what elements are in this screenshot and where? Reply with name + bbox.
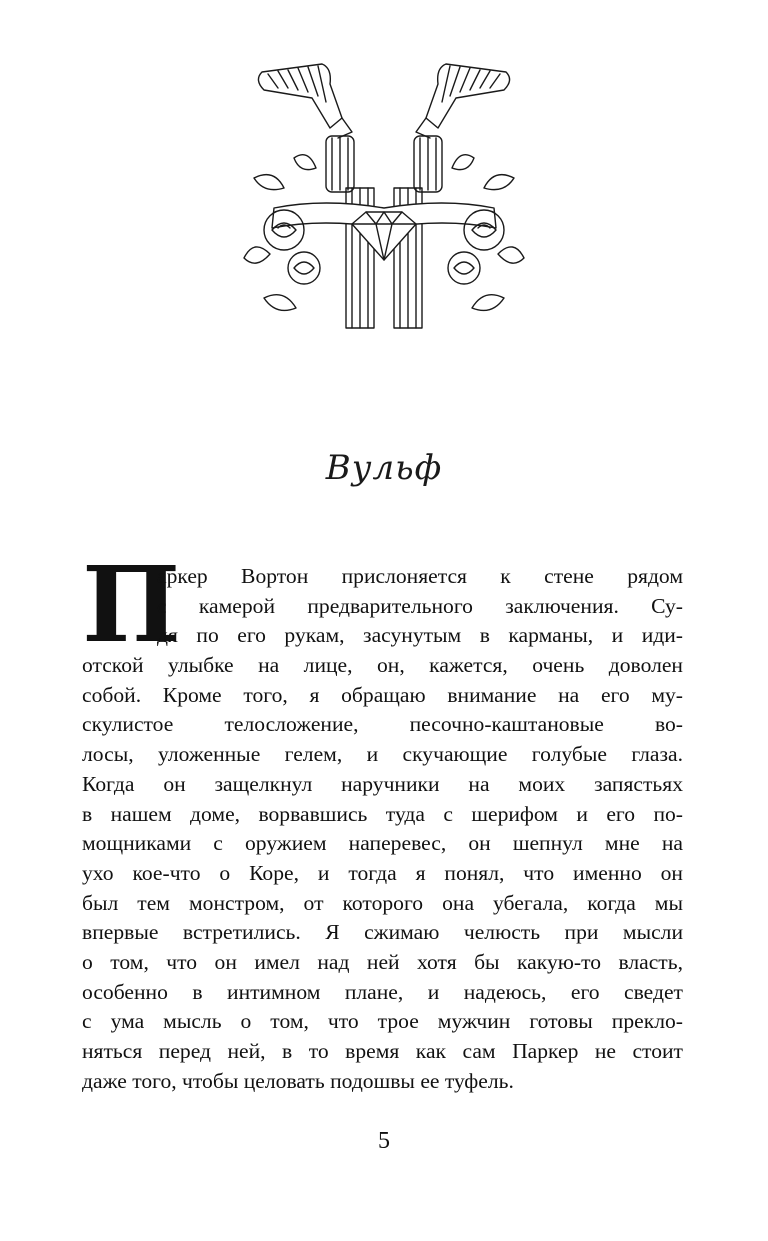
text-line: мощниками с оружием наперевес, он шепнул мне на [82, 831, 683, 856]
text-line: впервые встретились. Я сжимаю челюсть при мысли [82, 920, 683, 945]
text-line: был тем монстром, от которого она убегала, когда мы [82, 890, 683, 915]
text-line: аркер Вортон прислоняется к стене рядом [157, 564, 683, 588]
crossed-revolvers-ornament-icon [234, 58, 534, 330]
text-line: скулистое телосложение, песочно-каштановые во- [82, 712, 683, 737]
text-line: лосы, уложенные гелем, и скучающие голубые глаза. [82, 742, 683, 767]
drop-cap: П [82, 543, 181, 666]
page-number: 5 [378, 1128, 390, 1154]
chapter-title: Вульф [325, 448, 443, 488]
body-text [82, 562, 683, 1096]
text-line: особенно в интимном плане, и надеюсь, его сведет [82, 979, 683, 1004]
text-line: о том, что он имел над ней хотя бы какую-то власть, [82, 949, 683, 974]
text-line: няться перед ней, в то время как сам Паркер не стоит [82, 1039, 683, 1063]
text-line: собой. Кроме того, я обращаю внимание на его му- [82, 682, 683, 707]
text-line: дя по его рукам, засунутым в карманы, и иди- [157, 623, 683, 648]
text-line: Когда он защелкнул наручники на моих запястьях [82, 771, 683, 796]
text-line: с ума мысль о том, что трое мужчин готовы прекло- [82, 1009, 683, 1034]
text-line: отской улыбке на лице, он, кажется, очень доволен [82, 653, 683, 678]
text-line: в нашем доме, ворвавшись туда с шерифом и его по- [82, 801, 683, 826]
text-line: с камерой предварительного заключения. Су- [157, 593, 683, 618]
text-line: даже того, чтобы целовать подошвы ее туфель. [82, 1068, 514, 1093]
text-line: ухо кое-что о Коре, и тогда я понял, что именно он [82, 860, 683, 885]
